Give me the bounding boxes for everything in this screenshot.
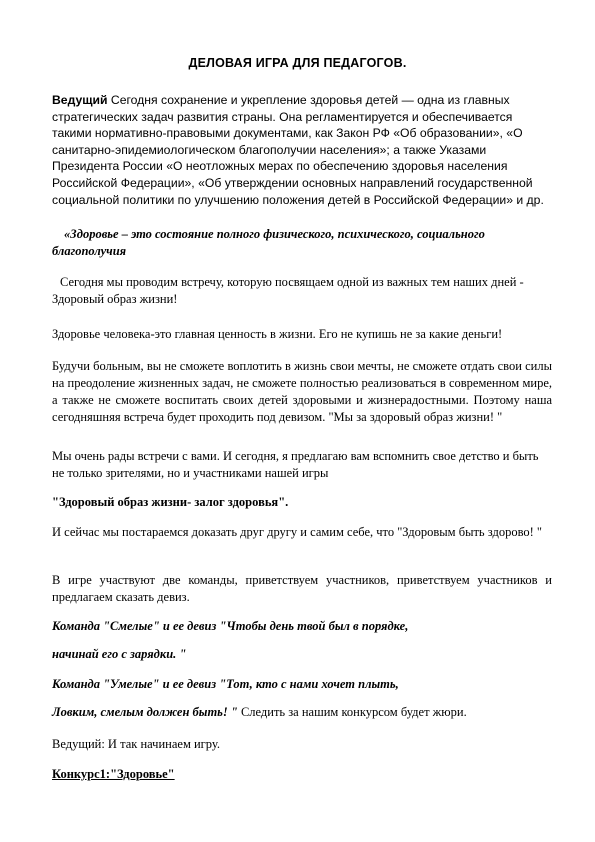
team2-motto-end: Ловким, смелым должен быть! " [52, 705, 238, 719]
team2-motto-line1: Команда "Умелые" и ее девиз "Тот, кто с нами хочет плыть, [52, 677, 399, 691]
paragraph-teams: В игре участвуют две команды, приветствуем участников, приветствуем участников и предлагаем сказать девиз. [52, 573, 552, 604]
contest-heading: Конкурс1:"Здоровье" [52, 767, 175, 781]
intro-speaker: Ведущий [52, 93, 108, 107]
paragraph-motto: Будучи больным, вы не сможете воплотить в жизнь свои мечты, не сможете отдать свои силы на преодоление жизненных задач, не сможете полностью реализоваться в современном мире, а также не сможете воспитать своих детей здоровыми и жизнерадостными. Поэтому наша сегодняшняя встреча будет проходить под девизом. "Мы за здоровый образ жизни! " [52, 359, 552, 424]
paragraph-meeting: Сегодня мы проводим встречу, которую посвящаем одной из важных тем наших дней - Здоровый образ жизни! [52, 275, 524, 306]
document-title: ДЕЛОВАЯ ИГРА ДЛЯ ПЕДАГОГОВ. [188, 56, 407, 70]
jury-note: Следить за нашим конкурсом будет жюри. [237, 705, 467, 719]
intro-text: Сегодня сохранение и укрепление здоровья детей — одна из главных стратегических задач развития страны. Она регламентируется и обеспечивается такими нормативно-правовыми документами, как Закон РФ «Об образовании», «О санитарно-эпидемиологическом благополучии населения»; а также Указами Президента России «О неотложных мерах по обеспечению здоровья населения Российской Федерации», «Об утверждении основных направлений государственной социальной политики по улучшению положения детей в Российской Федерации» и др. [52, 93, 544, 207]
paragraph-health-value: Здоровье человека-это главная ценность в жизни. Его не купишь не за какие деньги! [52, 327, 503, 341]
team1-motto-line2: начинай его с зарядки. " [52, 647, 187, 661]
health-definition-quote: «Здоровье – это состояние полного физического, психического, социального благополучия [52, 227, 485, 258]
game-name: "Здоровый образ жизни- залог здоровья". [52, 495, 289, 509]
paragraph-start-game: Ведущий: И так начинаем игру. [52, 737, 221, 751]
paragraph-welcome: Мы очень рады встречи с вами. И сегодня, я предлагаю вам вспомнить свое детство и быть не только зрителями, но и участниками нашей игры [52, 449, 539, 480]
paragraph-prove: И сейчас мы постараемся доказать друг другу и самим себе, что "Здоровым быть здорово! " [52, 525, 543, 539]
intro-paragraph [52, 92, 552, 208]
team2-motto-line2 [52, 704, 552, 721]
team1-motto-line1: Команда "Смелые" и ее девиз "Чтобы день твой был в порядке, [52, 619, 409, 633]
